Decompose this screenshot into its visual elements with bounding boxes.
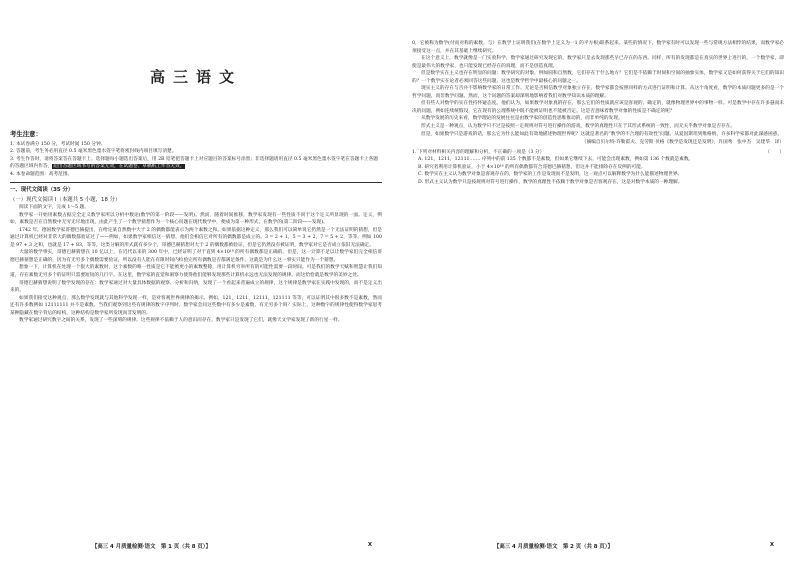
paragraph: 想象一下，计算机在处理一个很大的素数时，这个素数的唯一性质是它不能被更小的素数整除，用计算机穷举所有的可能性需要一段时间。可是我们的数学天赋和智慧让我们知道，存在素数无穷多个的证明只需要短短的几行字。在这里，数学家的直觉和洞察力使得他们能够发现那些计算机永远也无法发现的规律。而这恰恰就是数学的美妙之处。: [10, 265, 382, 278]
notice-line-3-text: 3. 考生作答时，请将答案答在答题卡上。选择题每小题选出答案后，用 2B 铅笔把答题卡上对应题目的答案标号涂黑；非选择题请用直径 0.5 毫米黑色墨水签字笔在答题卡上各题的答题区域内作答，: [10, 156, 378, 170]
notice-block: [10, 141, 382, 178]
paragraph: 哥德巴赫猜想说明了数学发现的存在：数学家通过对大量具体数据的观察、分析和归纳，发现了一个看起来普遍成立的规律，这个规律是数学家在实践中发现的，而不是定义出来的。: [10, 280, 382, 294]
top-spacer: [408, 0, 788, 40]
notice-highlight: 超出答题区域书写的答案无效，在试题卷、草稿纸上作答无效。: [53, 164, 185, 170]
subsection-heading: （一）现代文阅读 Ⅰ（本题共 5 小题，18 分）: [10, 197, 121, 204]
notice-line-1: 1. 本试卷满分 150 分，考试时间 150 分钟。: [10, 142, 106, 147]
paragraph: 在这个意义上，数学就像是一门实验科学，数学家通过研究发现它的，数学家只是去发现那些早已存在的东西。同样，所有的发现都是在真实的世界上进行的，一个数学家，即使是最伟大的数学家，也只能发现已经存在的真理，而不是创造真理。: [412, 56, 784, 69]
paragraph: 但有些人对数学的实在性持怀疑态度。他们认为，如果数学对象真的存在，那么它们的性质就应该是客观的、确定的，就像物理世界中的事物一样。可是数学中存在许多悬而未决的问题，例如连续统假设，它在现有的公理系统中既不能被证明也不能被否定。这是否意味着数学对象的性质是不确定的呢？: [412, 101, 784, 114]
page-right: [408, 0, 788, 562]
paragraph: 数学家通过研究数字之间的关系，发现了一些深刻的规律。这些规律不依赖于人的意识而存在，数学家只是发现了它们，就像天文学家发现了新的行星一样。: [19, 318, 343, 324]
answer-blank[interactable]: （ ）: [765, 149, 784, 155]
notice-line-3: [10, 156, 382, 171]
paragraph: 大量的数学事实，哥德巴赫猜想在 10 亿以上，在近代以来的 300 年中，已经证明了对于直到 4×10¹⁸ 的所有偶数都是正确的。但是，这一计算不足以让数学家们完全相信哥德巴赫猜想是正确的，因为有无穷多个偶数需要验证，所以没有人能在有限时间内检验完所有偶数是否都满足条件，这就是为什么这一事实只能作为一个猜想。: [10, 250, 382, 263]
reading-instruction: 阅读下面的文字，完成 1～5 题。: [19, 205, 89, 211]
notice-title: 考生注意：: [10, 130, 42, 138]
option-b: B. 研究者利用计算机验证，小于 4×10¹⁸ 的所有偶数都符合哥德巴赫猜想，但这并不能排除存在反例的可能。: [418, 164, 646, 170]
footer-text: 【高三 4 月质量检测·语文 第 2 页（共 8 页）】: [494, 544, 613, 550]
paragraph: 数学家一开始用素数占据完全定义数学家所以分析中数论(数学的第一阶段——发明)。然而，随着时间推移，数学家发现有一些性质不同于这个定义所显现的一面。定义，例如，素数是否在自然数中无穷无尽地出现，由此产生了一个数学猜想作为一个核心问题在现代数学中，便成为第一种形式，在数学的(第二阶段——发现)。: [10, 212, 382, 226]
paragraph: 0，它被称为数学(付而对称的素数。与）在数学上证明我们(在数学上定义为一1 的平方根)联系起来。某些的情况下，数学家有时可以发现一些与常规方法相悖的结果，而数学家必须接受这一点，并在其基础上继续研究。: [412, 41, 784, 54]
paragraph: 形式主义是一种观点，认为数学只不过是按照一定规则对符号进行操作的游戏，数学的真理性只在于其形式系统的一致性，而无关乎数学对象是否存在。: [421, 124, 736, 130]
paragraph: 但是，如果数学只是游戏的话，那么它为什么能如此有效地描述物理世界呢？这就是著名的“数学的不合理的有效性”问题。从爱因斯坦到维格纳，许多科学家都对此深感困惑。: [421, 131, 783, 137]
paragraph: 但是数学实在主义也存在明显的问题：数学研究的对象，例如圆和自然数，它们存在于什么地方？它们是不依赖于时间和空间的抽象实体，数学家又是如何获得关于它们的知识的？一个数学实在论者必须回答这些问题，这也是数学哲学中最核心的问题之一。: [412, 71, 784, 84]
footer-mark: X: [367, 542, 372, 548]
divider: [10, 182, 382, 183]
paragraph: 1742 年，德国数学家哥德巴赫提出，在给定某自然数中大于 2 的偶数都能表示为两个素数之和。如果依据这种定义，那么我们可以简单说它仍然是一个无法证明的猜想，但是通过计算机已经对非常大的偶数都验证过了——例如，如果数学家相信这一猜想，他们会相信它对所有的偶数都是成立的。3 = 2 + 1，5 = 3 + 2，7 = 5 + 2，等等。例如 100 是 97 + 3 之和，也就是 17 + 83，等等，这类分解的形式就有多少个，哥德巴赫猜想对大于 2 的偶数都被验证，但是它仍然没有被证明，数学家对它是否成立依旧无法确定。: [10, 227, 382, 248]
paragraph: 现实主义的存在与否并不影响数学家的日常工作。无论是否相信数学对象独立存在，数学家都会按照同样的方式进行证明和计算。从这个角度看，数学的本质问题更多的是一个哲学问题，而非数学问题。然而，这个问题的答案却深刻地影响着我们对数学知识本质的理解。: [412, 86, 784, 99]
question-stem-row: [412, 149, 784, 157]
source-citation: （摘编自贝尔特·许勒霍夫、克劳斯·贝格《数学是发现还是发明》，许国秀 张中杰 吴建华 译）: [581, 140, 784, 146]
paragraph: 从数学发展的历史来看，数学理论的发展往往是由数学家的创造性思维推动的，而非单纯的发现。: [421, 116, 623, 122]
question-stem: 1. 下列对材料相关内容的理解和分析，不正确的一项是（3 分）: [412, 149, 545, 155]
notice-line-4: 4. 本卷命题范围：高考范围。: [10, 171, 73, 177]
paragraph: 如果我们接受这种观点，那么数学发现就与其他科学发现一样，是对客观世界规律的揭示。例如，121，1211，12111，121111 等等，可以证明其中很多数不是素数，然而还有许多数例如 12111111 并不是素数。当我们观察到这些有规律的数字序列时，数学家会问这些数中有多少是素数，有无穷多个吗？实际上，这种数字的规律性使得数学家思考某种隐藏在数字背后的结构，这种结构是数学家所发现而非发明的。: [10, 295, 382, 316]
option-c: C. 数学实在主义认为数学对象是客观存在的，数学家的工作是发现而不是发明，这一观点可以解释数学为什么能描述物理世界。: [418, 172, 683, 178]
section-heading: 一、现代文阅读（35 分）: [10, 187, 74, 194]
question-1: [412, 149, 784, 187]
footer-text: 【高三 4 月质量检测·语文 第 1 页（共 8 页）】: [92, 544, 211, 550]
option-a: A. 121，1211，12111 …… 序列中的前 135 个数都不是素数，但如果它继续下去，可能会出现素数，例如第 136 个数就是素数。: [418, 157, 694, 163]
option-d: D. 形式主义认为数学只是按规则对符号进行操作，数学的真理性不依赖于数学对象是否客观存在，这是对数学本质的一种理解。: [418, 179, 683, 185]
notice-line-2: 2. 答题前，考生务必用直径 0.5 毫米黑色墨水签字笔将密封线内项目填写清楚。: [10, 149, 177, 155]
exam-title: 高三语文: [149, 68, 242, 86]
footer-mark: X: [769, 542, 774, 548]
page-left: [6, 0, 386, 562]
